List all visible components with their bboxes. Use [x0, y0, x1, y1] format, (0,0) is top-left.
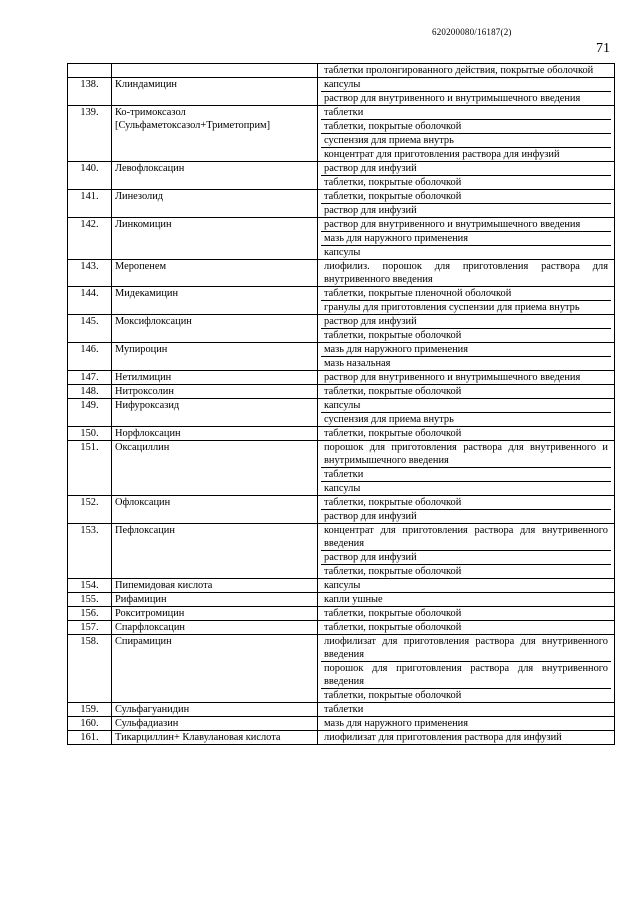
drug-table-body: [68, 64, 615, 745]
dosage-forms-cell: [318, 441, 615, 496]
drug-name: Левофлоксацин: [112, 162, 318, 190]
drug-name: Меропенем: [112, 260, 318, 287]
dosage-form: порошок для приготовления раствора для внутривенного введения: [321, 661, 611, 688]
dosage-form: мазь для наружного применения: [324, 344, 469, 355]
dosage-form: капсулы: [324, 400, 361, 411]
row-number: 142.: [68, 218, 112, 260]
dosage-form: таблетки: [321, 467, 611, 481]
row-number: 155.: [68, 593, 112, 607]
dosage-forms-cell: [318, 385, 615, 399]
drug-name: Нетилмицин: [112, 371, 318, 385]
dosage-form: раствор для инфузий: [321, 550, 611, 564]
drug-name: Нифуроксазид: [112, 399, 318, 427]
dosage-forms-cell: [318, 106, 615, 162]
table-row: [68, 731, 615, 745]
row-number: 151.: [68, 441, 112, 496]
table-row: [68, 190, 615, 218]
dosage-form: концентрат для приготовления раствора для инфузий: [321, 147, 611, 161]
dosage-forms-cell: [318, 78, 615, 106]
drug-name: Тикарциллин+ Клавулановая кислота: [112, 731, 318, 745]
row-number: 149.: [68, 399, 112, 427]
table-row: [68, 287, 615, 315]
dosage-form: мазь назальная: [321, 356, 611, 370]
drug-name: Спирамицин: [112, 635, 318, 703]
dosage-form: таблетки, покрытые оболочкой: [321, 564, 611, 578]
page-number: 71: [596, 41, 610, 56]
drug-name: Норфлоксацин: [112, 427, 318, 441]
drug-name: Сульфагуанидин: [112, 703, 318, 717]
table-row: [68, 385, 615, 399]
dosage-form: раствор для инфузий: [321, 203, 611, 217]
table-row: [68, 162, 615, 190]
drug-name: Рокситромицин: [112, 607, 318, 621]
dosage-form: раствор для внутривенного и внутримышечного введения: [324, 219, 581, 230]
drug-name: Сульфадиазин: [112, 717, 318, 731]
dosage-form: таблетки, покрытые оболочкой: [321, 119, 611, 133]
drug-name: Мидекамицин: [112, 287, 318, 315]
dosage-form: лиофилиз. порошок для приготовления раствора для внутривенного введения: [324, 261, 608, 285]
dosage-forms-cell: [318, 343, 615, 371]
drug-table: [67, 63, 615, 745]
row-number: 157.: [68, 621, 112, 635]
dosage-forms-cell: [318, 703, 615, 717]
table-row: [68, 703, 615, 717]
dosage-form: раствор для инфузий: [324, 316, 417, 327]
row-number: 158.: [68, 635, 112, 703]
dosage-forms-cell: [318, 427, 615, 441]
row-number: 150.: [68, 427, 112, 441]
dosage-forms-cell: [318, 731, 615, 745]
table-row: [68, 427, 615, 441]
dosage-forms-cell: [318, 593, 615, 607]
table-row: [68, 496, 615, 524]
row-number: 144.: [68, 287, 112, 315]
dosage-form: суспензия для приема внутрь: [321, 412, 611, 426]
dosage-forms-cell: [318, 287, 615, 315]
dosage-form: таблетки, покрытые оболочкой: [324, 608, 462, 619]
dosage-forms-cell: [318, 190, 615, 218]
drug-name: [112, 64, 318, 78]
row-number: 153.: [68, 524, 112, 579]
dosage-form: капсулы: [324, 79, 361, 90]
row-number: 159.: [68, 703, 112, 717]
dosage-form: таблетки, покрытые оболочкой: [324, 428, 462, 439]
dosage-form: таблетки: [324, 107, 364, 118]
dosage-forms-cell: [318, 315, 615, 343]
row-number: 154.: [68, 579, 112, 593]
dosage-form: таблетки, покрытые оболочкой: [324, 191, 462, 202]
table-row: [68, 621, 615, 635]
drug-name: Моксифлоксацин: [112, 315, 318, 343]
table-row: [68, 78, 615, 106]
document-code: 620200080/16187(2): [432, 27, 512, 37]
table-row: [68, 607, 615, 621]
dosage-form: раствор для внутривенного и внутримышечного введения: [324, 372, 581, 383]
row-number: 141.: [68, 190, 112, 218]
dosage-forms-cell: [318, 524, 615, 579]
dosage-forms-cell: [318, 607, 615, 621]
dosage-forms-cell: [318, 621, 615, 635]
dosage-form: таблетки, покрытые оболочкой: [321, 175, 611, 189]
dosage-forms-cell: [318, 635, 615, 703]
row-number: 148.: [68, 385, 112, 399]
row-number: 138.: [68, 78, 112, 106]
drug-name: Клиндамицин: [112, 78, 318, 106]
drug-name: Мупироцин: [112, 343, 318, 371]
row-number: 152.: [68, 496, 112, 524]
dosage-form: таблетки: [324, 704, 364, 715]
dosage-forms-cell: [318, 717, 615, 731]
table-row: [68, 635, 615, 703]
drug-name: Ко-тримоксазол [Сульфаметоксазол+Триметоприм]: [112, 106, 318, 162]
dosage-form: мазь для наружного применения: [324, 718, 469, 729]
drug-name: Пефлоксацин: [112, 524, 318, 579]
table-row: [68, 343, 615, 371]
table-row: [68, 399, 615, 427]
drug-name: Пипемидовая кислота: [112, 579, 318, 593]
dosage-form: таблетки, покрытые оболочкой: [321, 688, 611, 702]
dosage-form: лиофилизат для приготовления раствора для инфузий: [324, 732, 562, 743]
dosage-form: таблетки, покрытые оболочкой: [324, 497, 462, 508]
dosage-forms-cell: [318, 496, 615, 524]
dosage-form: порошок для приготовления раствора для внутривенного и внутримышечного введения: [324, 442, 608, 466]
drug-name: Офлоксацин: [112, 496, 318, 524]
dosage-forms-cell: [318, 579, 615, 593]
dosage-form: таблетки пролонгированного действия, покрытые оболочкой: [324, 65, 594, 76]
table-row: [68, 218, 615, 260]
dosage-forms-cell: [318, 64, 615, 78]
dosage-forms-cell: [318, 399, 615, 427]
row-number: 139.: [68, 106, 112, 162]
dosage-form: таблетки, покрытые оболочкой: [324, 622, 462, 633]
dosage-form: таблетки, покрытые оболочкой: [324, 386, 462, 397]
table-row: [68, 524, 615, 579]
row-number: 156.: [68, 607, 112, 621]
row-number: 146.: [68, 343, 112, 371]
dosage-form: раствор для инфузий: [324, 163, 417, 174]
dosage-form: капли ушные: [324, 594, 383, 605]
table-row: [68, 315, 615, 343]
table-row: [68, 579, 615, 593]
table-row: [68, 64, 615, 78]
row-number: 147.: [68, 371, 112, 385]
row-number: 140.: [68, 162, 112, 190]
dosage-form: капсулы: [324, 580, 361, 591]
row-number: 160.: [68, 717, 112, 731]
dosage-form: капсулы: [321, 245, 611, 259]
dosage-form: суспензия для приема внутрь: [321, 133, 611, 147]
dosage-forms-cell: [318, 260, 615, 287]
drug-name: Нитроксолин: [112, 385, 318, 399]
dosage-form: капсулы: [321, 481, 611, 495]
dosage-form: лиофилизат для приготовления раствора для внутривенного введения: [324, 636, 608, 660]
table-row: [68, 441, 615, 496]
drug-name: Оксациллин: [112, 441, 318, 496]
row-number: 143.: [68, 260, 112, 287]
row-number: [68, 64, 112, 78]
dosage-form: таблетки, покрытые оболочкой: [321, 328, 611, 342]
table-row: [68, 371, 615, 385]
dosage-form: концентрат для приготовления раствора для внутривенного введения: [324, 525, 608, 549]
table-row: [68, 106, 615, 162]
dosage-forms-cell: [318, 218, 615, 260]
dosage-form: гранулы для приготовления суспензии для приема внутрь: [321, 300, 611, 314]
table-row: [68, 717, 615, 731]
table-row: [68, 593, 615, 607]
dosage-form: раствор для инфузий: [321, 509, 611, 523]
dosage-form: раствор для внутривенного и внутримышечного введения: [321, 91, 611, 105]
dosage-forms-cell: [318, 162, 615, 190]
drug-name: Рифамицин: [112, 593, 318, 607]
dosage-forms-cell: [318, 371, 615, 385]
row-number: 161.: [68, 731, 112, 745]
table-row: [68, 260, 615, 287]
dosage-form: мазь для наружного применения: [321, 231, 611, 245]
drug-name: Спарфлоксацин: [112, 621, 318, 635]
dosage-form: таблетки, покрытые пленочной оболочкой: [324, 288, 512, 299]
drug-name: Линкомицин: [112, 218, 318, 260]
drug-name: Линезолид: [112, 190, 318, 218]
row-number: 145.: [68, 315, 112, 343]
